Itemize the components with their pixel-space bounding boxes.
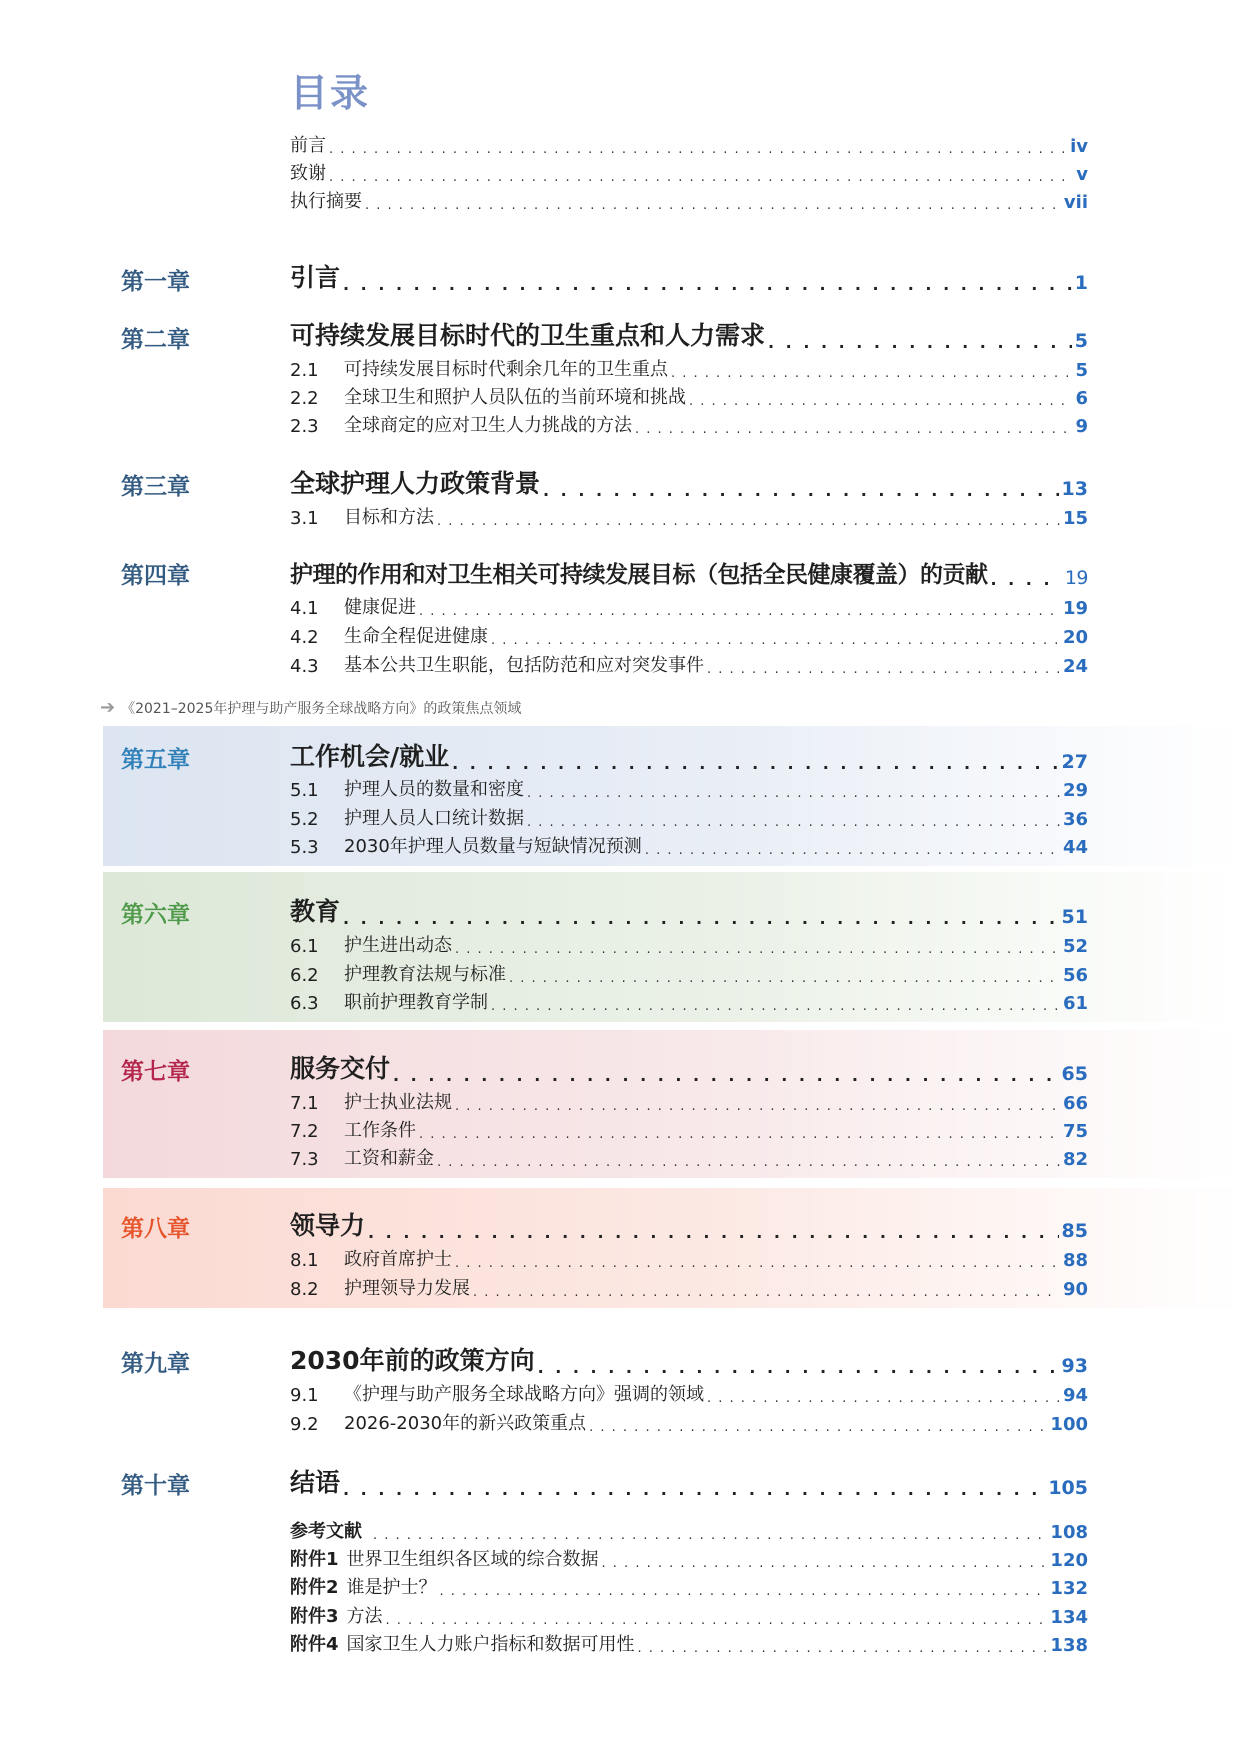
- chapter-label: 第八章: [121, 1216, 190, 1242]
- chapter-label: 第六章: [121, 902, 190, 928]
- dot-leader: [473, 1285, 1060, 1300]
- chapter-label: 第四章: [121, 563, 190, 589]
- page-number: 9: [1075, 416, 1088, 437]
- section-title: 全球卫生和照护人员队伍的当前环境和挑战: [344, 387, 686, 408]
- dot-leader: [419, 1127, 1060, 1142]
- toc-entry-references[interactable]: [290, 1517, 1088, 1543]
- toc-entry-section[interactable]: [290, 988, 1088, 1014]
- section-title: 《护理与助产服务全球战略方向》强调的领域: [344, 1384, 704, 1405]
- section-title: 目标和方法: [344, 507, 434, 528]
- chapter-label: 第二章: [121, 327, 190, 353]
- dot-leader: [645, 843, 1060, 858]
- page-number: 13: [1061, 478, 1088, 500]
- annex-title: 世界卫生组织各区域的综合数据: [346, 1549, 599, 1570]
- section-number: 4.2: [290, 627, 319, 648]
- dot-leader: [635, 422, 1072, 437]
- toc-entry-section[interactable]: [290, 503, 1088, 529]
- section-title: 健康促进: [344, 597, 416, 618]
- toc-entry-chapter[interactable]: [290, 1465, 1088, 1499]
- page-number: 52: [1062, 936, 1088, 957]
- section-number: 7.2: [290, 1121, 319, 1142]
- page-number: 24: [1062, 656, 1088, 677]
- page-number: 120: [1050, 1550, 1088, 1571]
- toc-entry-section[interactable]: [290, 1245, 1088, 1271]
- toc-entry-chapter[interactable]: [290, 739, 1088, 773]
- toc-entry-section[interactable]: [290, 960, 1088, 986]
- dot-leader: [538, 1358, 1059, 1377]
- section-title: 工作条件: [344, 1120, 416, 1141]
- page-number: 93: [1061, 1355, 1088, 1377]
- page-number: 105: [1048, 1477, 1088, 1499]
- section-title: 护理人员人口统计数据: [344, 808, 524, 829]
- page-title: 目录: [290, 71, 371, 115]
- page-number: 108: [1050, 1522, 1088, 1543]
- section-title: 全球商定的应对卫生人力挑战的方法: [344, 415, 632, 436]
- dot-leader: [365, 198, 1061, 213]
- toc-entry-chapter[interactable]: [290, 318, 1088, 352]
- section-title: 工资和薪金: [344, 1148, 434, 1169]
- section-title: 生命全程促进健康: [344, 626, 488, 647]
- section-number: 8.1: [290, 1250, 319, 1271]
- dot-leader: [386, 1613, 1048, 1628]
- dot-leader: [368, 1223, 1059, 1242]
- dot-leader: [671, 366, 1072, 381]
- section-title: 2030年护理人员数量与短缺情况预测: [344, 836, 642, 857]
- entry-label: 致谢: [290, 163, 326, 184]
- entry-label: 前言: [290, 135, 326, 156]
- dot-leader: [543, 481, 1059, 500]
- page-number: 15: [1062, 508, 1088, 529]
- section-number: 5.3: [290, 837, 319, 858]
- dot-leader: [491, 633, 1060, 648]
- chapter-title: 结语: [290, 1468, 341, 1497]
- references-label: 参考文献: [290, 1521, 362, 1542]
- page-number: 61: [1062, 993, 1088, 1014]
- dot-leader: [373, 1528, 1047, 1543]
- section-number: 4.3: [290, 656, 319, 677]
- toc-entry-section[interactable]: [290, 593, 1088, 619]
- dot-leader: [393, 1066, 1059, 1085]
- page-number: 90: [1062, 1279, 1088, 1300]
- toc-entry-section[interactable]: [290, 383, 1088, 409]
- toc-entry-section[interactable]: [290, 832, 1088, 858]
- annex-title: 方法: [346, 1606, 383, 1627]
- section-title: 基本公共卫生职能，包括防范和应对突发事件: [344, 655, 704, 676]
- chapter-title: 2030年前的政策方向: [290, 1346, 535, 1375]
- section-title: 护理领导力发展: [344, 1278, 470, 1299]
- toc-entry-section[interactable]: [290, 411, 1088, 437]
- toc-entry-section[interactable]: [290, 1116, 1088, 1142]
- section-number: 5.2: [290, 809, 319, 830]
- page-number: vii: [1063, 192, 1088, 213]
- section-title: 职前护理教育学制: [344, 992, 488, 1013]
- annex-title: 谁是护士？: [346, 1577, 437, 1598]
- dot-leader: [768, 333, 1072, 352]
- page-number: 44: [1062, 837, 1088, 858]
- page-number: 5: [1075, 360, 1088, 381]
- section-number: 2.3: [290, 416, 319, 437]
- section-number: 9.1: [290, 1385, 319, 1406]
- page-number: 94: [1062, 1385, 1088, 1406]
- toc-entry-annex[interactable]: [290, 1630, 1088, 1656]
- dot-leader: [638, 1641, 1048, 1656]
- entry-label: 执行摘要: [290, 191, 362, 212]
- chapter-label: 第七章: [121, 1059, 190, 1085]
- dot-leader: [689, 394, 1072, 409]
- section-title: 护生进出动态: [344, 935, 452, 956]
- page-number: 6: [1075, 388, 1088, 409]
- toc-entry-section[interactable]: [290, 804, 1088, 830]
- page-number: 85: [1061, 1220, 1088, 1242]
- chapter-title: 引言: [290, 263, 341, 292]
- toc-entry-annex[interactable]: [290, 1545, 1088, 1571]
- toc-entry-section[interactable]: [290, 622, 1088, 648]
- dot-leader: [527, 815, 1060, 830]
- toc-entry-front[interactable]: [290, 187, 1088, 213]
- toc-entry-chapter[interactable]: [290, 466, 1088, 500]
- section-number: 2.1: [290, 360, 319, 381]
- toc-entry-chapter[interactable]: [290, 1051, 1088, 1085]
- section-number: 2.2: [290, 388, 319, 409]
- section-title: 可持续发展目标时代剩余几年的卫生重点: [344, 359, 668, 380]
- dot-leader: [437, 514, 1060, 529]
- section-number: 6.3: [290, 993, 319, 1014]
- toc-entry-section[interactable]: [290, 931, 1088, 957]
- chapter-label: 第九章: [121, 1351, 190, 1377]
- focus-area-note: [100, 697, 521, 718]
- chapter-title: 全球护理人力政策背景: [290, 469, 541, 498]
- dot-leader: [343, 909, 1059, 928]
- chapter-title: 可持续发展目标时代的卫生重点和人力需求: [290, 321, 766, 350]
- page-number: 36: [1062, 809, 1088, 830]
- toc-entry-chapter[interactable]: [290, 260, 1088, 294]
- section-title: 护士执业法规: [344, 1092, 452, 1113]
- dot-leader: [437, 1155, 1060, 1170]
- annex-label: 附件2: [290, 1577, 339, 1598]
- chapter-label: 第五章: [121, 747, 190, 773]
- toc-entry-chapter[interactable]: [290, 555, 1088, 589]
- toc-entry-chapter[interactable]: [290, 894, 1088, 928]
- page-number: 88: [1062, 1250, 1088, 1271]
- toc-entry-chapter[interactable]: [290, 1343, 1088, 1377]
- page-number: 82: [1062, 1149, 1088, 1170]
- dot-leader: [329, 170, 1073, 185]
- dot-leader: [329, 142, 1067, 157]
- dot-leader: [589, 1420, 1047, 1435]
- dot-leader: [707, 662, 1060, 677]
- toc-entry-front[interactable]: [290, 131, 1088, 157]
- chapter-title: 领导力: [290, 1211, 366, 1240]
- toc-entry-chapter[interactable]: [290, 1208, 1088, 1242]
- dot-leader: [491, 999, 1060, 1014]
- dot-leader: [991, 570, 1062, 589]
- chapter-label: 第十章: [121, 1473, 190, 1499]
- toc-entry-section[interactable]: [290, 651, 1088, 677]
- section-number: 9.2: [290, 1414, 319, 1435]
- page-number: 1: [1074, 272, 1088, 294]
- dot-leader: [452, 754, 1058, 773]
- dot-leader: [527, 786, 1060, 801]
- chapter-label: 第一章: [121, 269, 190, 295]
- dot-leader: [343, 275, 1072, 294]
- toc-entry-section[interactable]: [290, 775, 1088, 801]
- page-number: 51: [1061, 906, 1088, 928]
- page-number: 19: [1062, 598, 1088, 619]
- section-number: 7.3: [290, 1149, 319, 1170]
- toc-entry-section[interactable]: [290, 1380, 1088, 1406]
- section-number: 3.1: [290, 508, 319, 529]
- arrow-right-icon: ➔: [100, 697, 116, 718]
- dot-leader: [440, 1584, 1048, 1599]
- dot-leader: [455, 1256, 1060, 1271]
- dot-leader: [707, 1391, 1060, 1406]
- page-number: 66: [1062, 1093, 1088, 1114]
- toc-entry-section[interactable]: [290, 1088, 1088, 1114]
- dot-leader: [602, 1556, 1048, 1571]
- chapter-label: 第三章: [121, 474, 190, 500]
- section-title: 政府首席护士: [344, 1249, 452, 1270]
- page-number: 19: [1064, 567, 1088, 589]
- toc-entry-section[interactable]: [290, 1144, 1088, 1170]
- toc-entry-front[interactable]: [290, 159, 1088, 185]
- section-title: 2026-2030年的新兴政策重点: [344, 1413, 587, 1434]
- page-number: 20: [1062, 627, 1088, 648]
- dot-leader: [509, 971, 1060, 986]
- page-number: 5: [1074, 330, 1088, 352]
- toc-entry-section[interactable]: [290, 1409, 1088, 1435]
- page-number: iv: [1070, 136, 1088, 157]
- page-number: 65: [1061, 1063, 1088, 1085]
- toc-entry-annex[interactable]: [290, 1602, 1088, 1628]
- chapter-title: 工作机会/就业: [290, 742, 450, 771]
- chapter-title: 护理的作用和对卫生相关可持续发展目标（包括全民健康覆盖）的贡献: [290, 562, 988, 588]
- page-number: 27: [1061, 751, 1088, 773]
- chapter-title: 服务交付: [290, 1054, 391, 1083]
- section-number: 6.2: [290, 965, 319, 986]
- annex-label: 附件1: [290, 1549, 339, 1570]
- page-number: 134: [1050, 1607, 1088, 1628]
- toc-entry-annex[interactable]: [290, 1573, 1088, 1599]
- focus-area-text: 《2021–2025年护理与助产服务全球战略方向》的政策焦点领域: [121, 700, 522, 717]
- section-number: 5.1: [290, 780, 319, 801]
- section-title: 护理人员的数量和密度: [344, 779, 524, 800]
- toc-entry-section[interactable]: [290, 355, 1088, 381]
- annex-label: 附件3: [290, 1606, 339, 1627]
- page-number: v: [1076, 164, 1088, 185]
- annex-label: 附件4: [290, 1634, 339, 1655]
- chapter-title: 教育: [290, 897, 341, 926]
- dot-leader: [455, 942, 1060, 957]
- dot-leader: [455, 1099, 1060, 1114]
- page-number: 75: [1062, 1121, 1088, 1142]
- section-number: 7.1: [290, 1093, 319, 1114]
- page-number: 56: [1062, 965, 1088, 986]
- dot-leader: [419, 604, 1060, 619]
- annex-title: 国家卫生人力账户指标和数据可用性: [346, 1634, 635, 1655]
- section-number: 4.1: [290, 598, 319, 619]
- dot-leader: [343, 1480, 1045, 1499]
- section-title: 护理教育法规与标准: [344, 964, 506, 985]
- section-number: 8.2: [290, 1279, 319, 1300]
- toc-entry-section[interactable]: [290, 1274, 1088, 1300]
- page-number: 132: [1050, 1578, 1088, 1599]
- page-number: 100: [1050, 1414, 1088, 1435]
- page-number: 138: [1050, 1635, 1088, 1656]
- page-number: 29: [1062, 780, 1088, 801]
- section-number: 6.1: [290, 936, 319, 957]
